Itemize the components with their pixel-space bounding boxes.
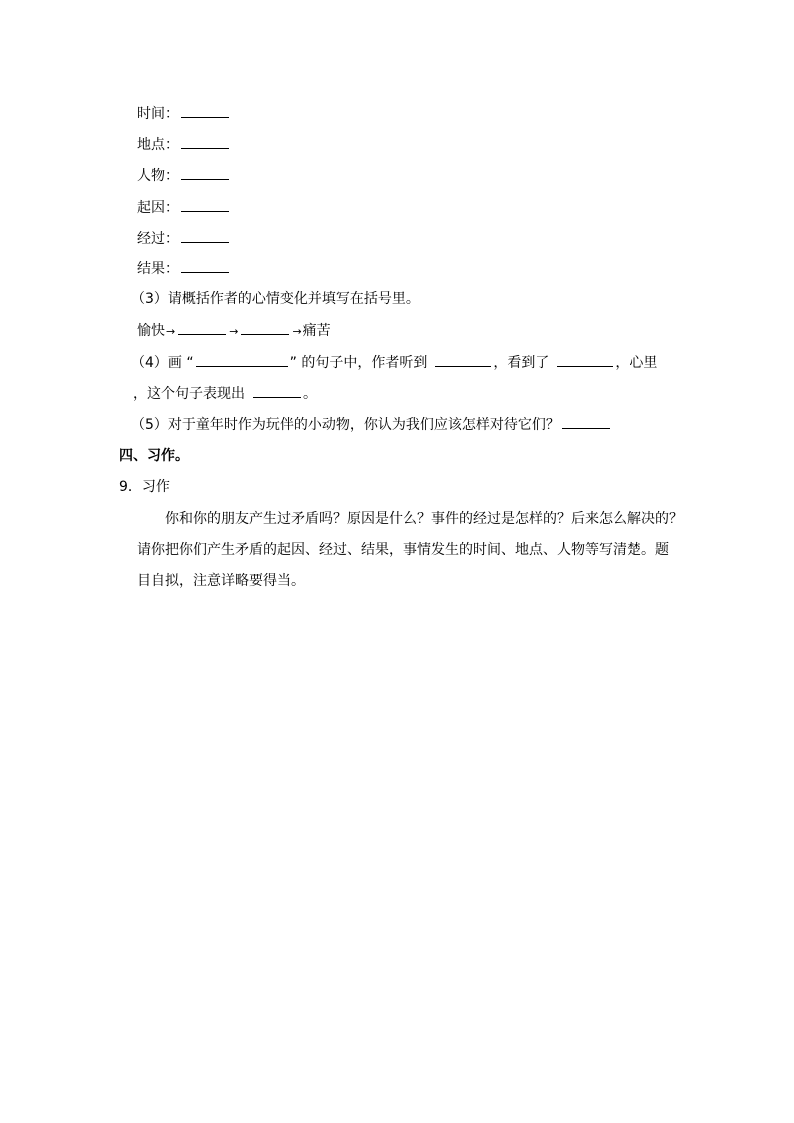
- arrow-right-icon: →: [292, 325, 302, 338]
- answer-blank[interactable]: [181, 228, 229, 243]
- answer-blank[interactable]: [562, 414, 610, 429]
- question-3-prompt: （3）请概括作者的心情变化并填写在括号里。: [131, 291, 420, 307]
- field-label: 经过：: [137, 231, 179, 247]
- question-4-line2-prefix: ，这个句子表现出: [133, 386, 245, 402]
- question-4-heard-suffix: ，看到了: [493, 355, 550, 371]
- question-4-line2: [133, 383, 317, 403]
- answer-blank[interactable]: [181, 197, 229, 212]
- question-9-title: 9．习作: [119, 479, 170, 495]
- field-label: 起因：: [137, 200, 179, 216]
- mood-end: 痛苦: [302, 323, 331, 339]
- field-label: 结果：: [137, 261, 179, 277]
- mood-chain: [137, 320, 331, 340]
- answer-blank-saw[interactable]: [557, 352, 613, 367]
- question-4-line2-suffix: 。: [303, 386, 317, 402]
- field-time: [137, 103, 231, 123]
- field-cause: [137, 197, 231, 217]
- answer-blank-heard[interactable]: [435, 352, 491, 367]
- question-5-prompt: （5）对于童年时作为玩伴的小动物，你认为我们应该怎样对待它们？: [131, 417, 560, 433]
- field-label: 时间：: [137, 106, 179, 122]
- arrow-right-icon: →: [229, 325, 239, 338]
- answer-blank-quote[interactable]: [196, 352, 288, 367]
- question-9-body-line1: 你和你的朋友产生过矛盾吗？原因是什么？事件的经过是怎样的？后来怎么解决的？: [165, 511, 683, 527]
- question-4-saw-suffix: ，心里: [615, 355, 658, 371]
- answer-blank[interactable]: [181, 258, 229, 273]
- field-characters: [137, 165, 231, 185]
- field-label: 地点：: [137, 137, 179, 153]
- answer-blank[interactable]: [181, 165, 229, 180]
- mood-start: 愉快: [137, 323, 165, 339]
- question-9-body-line2: 请你把你们产生矛盾的起因、经过、结果，事情发生的时间、地点、人物等写清楚。题: [137, 542, 669, 558]
- question-4-prefix: （4）画 “: [131, 355, 194, 371]
- field-label: 人物：: [137, 168, 179, 184]
- answer-blank[interactable]: [181, 103, 229, 118]
- question-4-line1: [131, 352, 657, 372]
- answer-blank[interactable]: [178, 320, 226, 335]
- answer-blank[interactable]: [241, 320, 289, 335]
- section-heading: 四、习作。: [119, 448, 189, 464]
- field-result: [137, 258, 231, 278]
- field-process: [137, 228, 231, 248]
- question-9-body-line3: 目自拟，注意详略要得当。: [137, 573, 305, 589]
- answer-blank-shows[interactable]: [253, 383, 301, 398]
- question-5: [131, 414, 612, 434]
- field-place: [137, 134, 231, 154]
- arrow-right-icon: →: [166, 325, 176, 338]
- question-4-quote-close: ” 的句子中，作者听到: [289, 355, 428, 371]
- answer-blank[interactable]: [181, 134, 229, 149]
